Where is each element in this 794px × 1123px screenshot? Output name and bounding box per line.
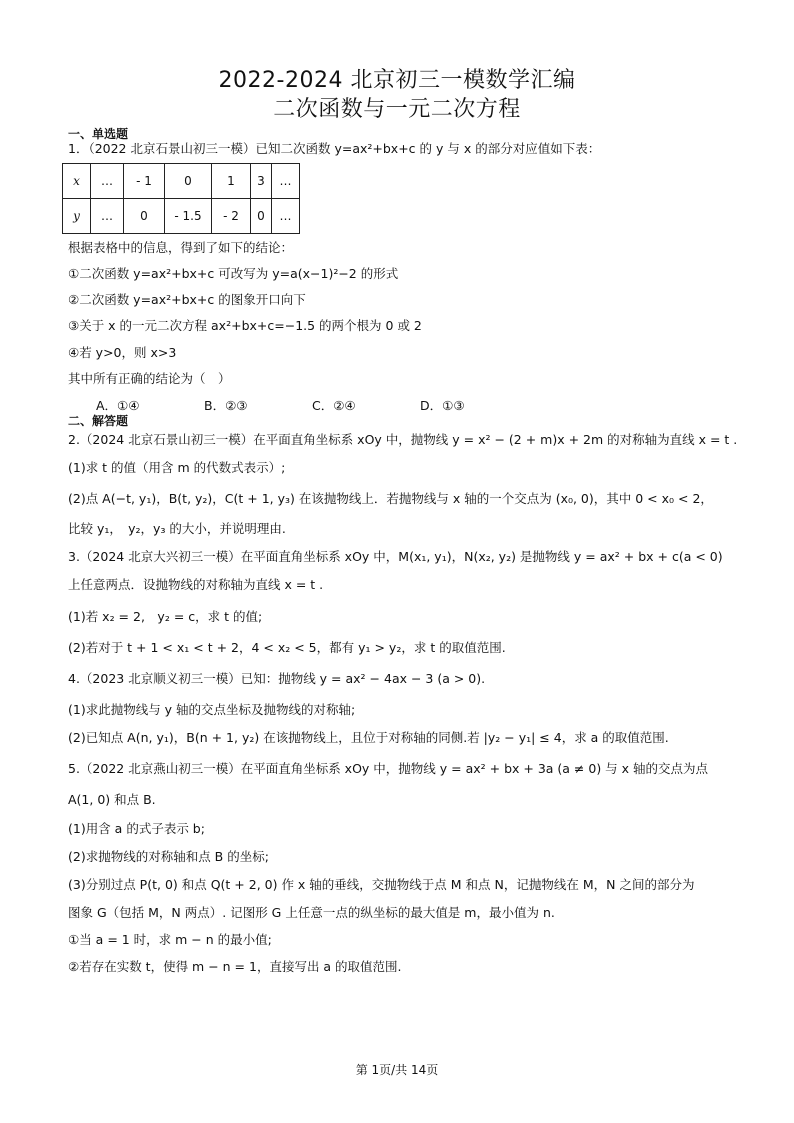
choice-d: D．①③ [420, 398, 465, 413]
q1-value-table [62, 163, 300, 234]
q3-line-2: 上任意两点．设抛物线的对称轴为直线 x = t . [68, 577, 324, 592]
q5-line-5: (3)分别过点 P(t, 0) 和点 Q(t + 2, 0) 作 x 轴的垂线，交抛物线于点 M 和点 N，记抛物线在 M，N 之间的部分为 [68, 877, 695, 892]
q5-line-8: ②若存在实数 t，使得 m − n = 1，直接写出 a 的取值范围. [68, 959, 402, 974]
q2-line-2: (1)求 t 的值（用含 m 的代数式表示）; [68, 460, 286, 475]
table-cell: 3 [251, 164, 272, 199]
table-cell: - 1 [124, 164, 165, 199]
q4-line-1: 4.（2023 北京顺义初三一模）已知：抛物线 y = ax² − 4ax − 3 (a > 0). [68, 671, 486, 686]
table-cell: x [63, 164, 91, 199]
table-cell: - 2 [212, 199, 251, 234]
table-cell: … [272, 199, 300, 234]
q4-line-3: (2)已知点 A(n, y₁)，B(n + 1, y₂) 在该抛物线上，且位于对称轴的同侧.若 |y₂ − y₁| ≤ 4，求 a 的取值范围. [68, 730, 669, 745]
table-cell: 1 [212, 164, 251, 199]
q1-lead: 根据表格中的信息，得到了如下的结论： [68, 240, 294, 255]
table-row [63, 164, 300, 199]
q1-statement-1: ①二次函数 y=ax²+bx+c 可改写为 y=a(x−1)²−2 的形式 [68, 266, 399, 281]
section-heading-single-choice: 一、单选题 [68, 127, 129, 141]
table-cell: 0 [165, 164, 212, 199]
q5-line-4: (2)求抛物线的对称轴和点 B 的坐标; [68, 849, 269, 864]
q1-statement-2: ②二次函数 y=ax²+bx+c 的图象开口向下 [68, 292, 306, 307]
table-row [63, 199, 300, 234]
page-footer: 第 1页/共 14页 [355, 1063, 439, 1077]
table-cell: y [63, 199, 91, 234]
table-cell: … [272, 164, 300, 199]
table-cell: … [91, 164, 124, 199]
q5-line-7: ①当 a = 1 时，求 m − n 的最小值; [68, 932, 272, 947]
q1-stem: 1．（2022 北京石景山初三一模）已知二次函数 y=ax²+bx+c 的 y 与 x 的部分对应值如下表： [68, 141, 601, 156]
q2-line-1: 2.（2024 北京石景山初三一模）在平面直角坐标系 xOy 中，抛物线 y = x² − (2 + m)x + 2m 的对称轴为直线 x = t . [68, 432, 738, 447]
table-cell: - 1.5 [165, 199, 212, 234]
table-cell: 0 [251, 199, 272, 234]
document-title: 2022-2024 北京初三一模数学汇编 [218, 68, 576, 93]
q5-line-6: 图象 G（包括 M，N 两点）. 记图形 G 上任意一点的纵坐标的最大值是 m，最小值为 n. [68, 905, 555, 920]
q3-line-3: (1)若 x₂ = 2, y₂ = c，求 t 的值; [68, 609, 263, 624]
q1-statement-4: ④若 y>0，则 x>3 [68, 345, 177, 360]
q4-line-2: (1)求此抛物线与 y 轴的交点坐标及抛物线的对称轴; [68, 702, 356, 717]
table-cell: … [91, 199, 124, 234]
q5-line-2: A(1, 0) 和点 B. [68, 792, 156, 807]
document-subtitle: 二次函数与一元二次方程 [273, 97, 521, 122]
q5-line-3: (1)用含 a 的式子表示 b; [68, 821, 205, 836]
q1-question: 其中所有正确的结论为（ ） [68, 371, 231, 386]
q2-line-3: (2)点 A(−t, y₁)，B(t, y₂)，C(t + 1, y₃) 在该抛物线上．若抛物线与 x 轴的一个交点为 (x₀, 0)，其中 0 < x₀ < 2， [68, 491, 713, 506]
q2-line-4: 比较 y₁， y₂，y₃ 的大小，并说明理由. [68, 521, 286, 536]
choice-a: A．①④ [96, 398, 140, 413]
q5-line-1: 5.（2022 北京燕山初三一模）在平面直角坐标系 xOy 中，抛物线 y = ax² + bx + 3a (a ≠ 0) 与 x 轴的交点为点 [68, 761, 709, 776]
section-heading-answer: 二、解答题 [68, 414, 129, 428]
choice-c: C．②④ [312, 398, 356, 413]
q1-statement-3: ③关于 x 的一元二次方程 ax²+bx+c=−1.5 的两个根为 0 或 2 [68, 318, 422, 333]
q3-line-4: (2)若对于 t + 1 < x₁ < t + 2，4 < x₂ < 5，都有 y₁ > y₂，求 t 的取值范围. [68, 640, 506, 655]
q3-line-1: 3.（2024 北京大兴初三一模）在平面直角坐标系 xOy 中，M(x₁, y₁)，N(x₂, y₂) 是抛物线 y = ax² + bx + c(a < 0) [68, 549, 723, 564]
table-cell: 0 [124, 199, 165, 234]
q1-choices [96, 396, 528, 414]
choice-b: B．②③ [204, 398, 248, 413]
